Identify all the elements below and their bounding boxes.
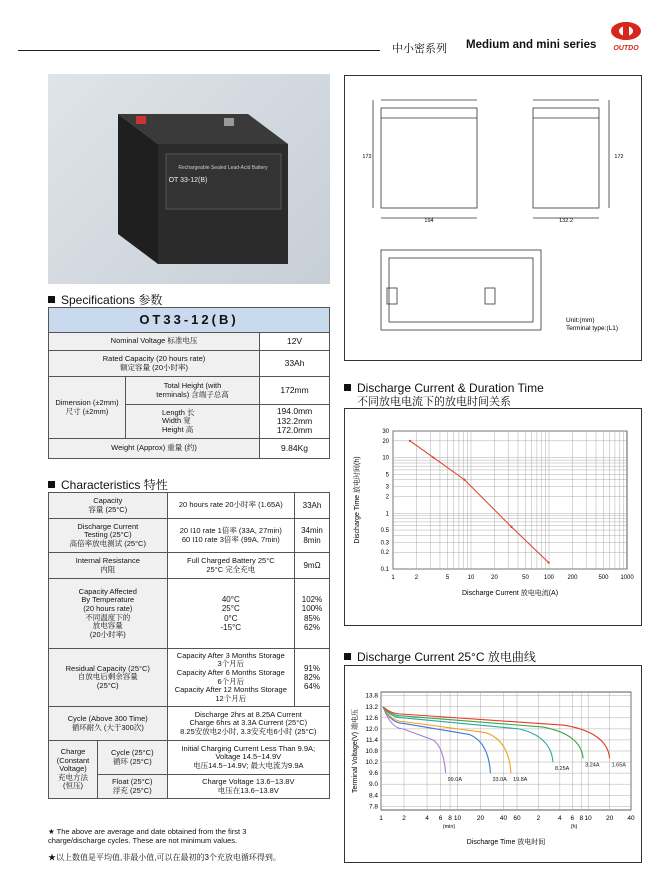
- chart1-title: Discharge Current & Duration Time: [344, 381, 544, 395]
- dim-height-front: 172: [362, 154, 372, 160]
- curve-label: 19.8A: [512, 777, 528, 784]
- x-tick-label: 20: [476, 815, 485, 822]
- y-tick-label: 0.5: [380, 528, 389, 535]
- x-tick-label: 6: [570, 815, 575, 822]
- footnote-cn: ★以上数值是平均值,非最小值,可以在最初的3个充放电循环得到。: [48, 853, 281, 862]
- x-axis-label: Discharge Time 放电时间: [466, 839, 546, 846]
- discharge-time-line: [410, 441, 549, 563]
- x-tick-label: 2: [414, 575, 419, 581]
- x-unit-h: (h): [570, 824, 578, 830]
- chart1-panel: [344, 408, 642, 626]
- x-tick-label: 40: [627, 815, 635, 822]
- discharge-time-chart: [345, 409, 641, 625]
- x-tick-label: 4: [425, 815, 429, 822]
- y-tick-label: 10: [382, 455, 389, 462]
- y-tick-label: 11.4: [365, 736, 378, 744]
- x-axis-label: Discharge Current 放电电流(A): [461, 590, 559, 597]
- footnote-en: ★ The above are average and date obtained from the first 3 charge/discharge cycles. These are not minimum values.: [48, 827, 247, 845]
- x-tick-label: 20: [605, 815, 614, 822]
- y-tick-label: 2: [385, 494, 389, 501]
- discharge-time-point: [409, 440, 411, 442]
- discharge-time-point: [510, 526, 512, 528]
- x-tick-label: 2: [402, 815, 406, 822]
- y-tick-label: 20: [382, 438, 389, 445]
- dimension-drawing: [344, 75, 642, 361]
- y-tick-label: 1: [385, 511, 389, 518]
- discharge-time-point: [432, 456, 434, 458]
- spec-title: Specifications 参数: [48, 291, 162, 308]
- dim-width: 194: [424, 218, 434, 224]
- nominal-voltage: 12V: [260, 333, 330, 351]
- terminal-label: Terminal type:(L1): [566, 325, 619, 332]
- x-tick-label: 10: [453, 815, 462, 822]
- x-tick-label: 10: [584, 815, 592, 822]
- x-tick-label: 6: [438, 815, 443, 822]
- plot-area: [393, 431, 627, 569]
- x-tick-label: 20: [491, 575, 498, 581]
- spec-table: OT33-12(B) Nominal Voltage 标准电压 12V Rated Capacity (20 hours rate) 额定容量 (20小时率) 33Ah Dimension (±2mm) 尺寸 (±2mm) Total Height (with terminals) 含端子总高 172mm Length 长 Width 宽 Height 高 194.0mm 132.2mm 172.0mm Weight (Approx) 重量 (约) 9.84Kg: [48, 307, 330, 459]
- curve-label: 8.25A: [554, 766, 570, 773]
- y-tick-label: 12.0: [365, 725, 378, 733]
- discharge-curve-chart: [345, 666, 641, 862]
- y-tick-label: 10.8: [365, 748, 378, 755]
- unit-label: Unit:(mm): [566, 317, 595, 324]
- discharge-curve: [383, 707, 610, 759]
- chart2-panel: [344, 665, 642, 863]
- battery-photo: [48, 74, 330, 284]
- x-tick-label: 100: [543, 575, 555, 581]
- x-tick-label: 2: [536, 815, 541, 822]
- y-tick-label: 0.3: [380, 540, 389, 547]
- x-tick-label: 200: [567, 575, 578, 581]
- x-tick-label: 4: [558, 815, 562, 822]
- chart2-title: Discharge Current 25°C 放电曲线: [344, 648, 536, 665]
- weight: 9.84Kg: [260, 439, 330, 459]
- brand-name: OUTDO: [613, 45, 639, 52]
- y-tick-label: 9.6: [368, 770, 378, 778]
- x-unit-min: (min): [442, 824, 456, 830]
- y-tick-label: 7.8: [368, 803, 378, 811]
- curve-label: 99.0A: [447, 777, 463, 784]
- x-tick-label: 8: [579, 815, 584, 822]
- curve-label: 3.24A: [585, 762, 600, 769]
- y-tick-label: 13.8: [365, 692, 378, 700]
- y-tick-label: 10.2: [365, 759, 378, 767]
- dim-depth: 132.2: [559, 218, 573, 224]
- x-tick-label: 1: [391, 575, 395, 581]
- dim-height-side: 172: [614, 154, 624, 160]
- y-tick-label: 0.2: [380, 550, 389, 557]
- y-tick-label: 0.1: [380, 567, 389, 573]
- x-tick-label: 1000: [620, 575, 634, 581]
- brand-logo: [604, 20, 648, 52]
- chart1-title-cn: 不同放电电流下的放电时间关系: [357, 396, 511, 408]
- photo-model: OT 33-12(B): [168, 177, 208, 184]
- y-axis-label: Terminal Voltage(V) 端电压: [352, 708, 359, 794]
- x-tick-label: 1: [379, 815, 383, 822]
- char-title: Characteristics 特性: [48, 476, 168, 493]
- discharge-time-point: [463, 479, 465, 481]
- rated-capacity: 33Ah: [260, 351, 330, 377]
- total-height: 172mm: [260, 377, 330, 405]
- x-tick-label: 60: [513, 815, 521, 822]
- y-tick-label: 9.0: [368, 781, 378, 789]
- x-tick-label: 50: [522, 575, 529, 581]
- y-tick-label: 13.2: [365, 703, 378, 711]
- x-tick-label: 10: [467, 575, 475, 581]
- y-tick-label: 30: [382, 429, 389, 435]
- y-tick-label: 5: [385, 472, 389, 479]
- series-en: Medium and mini series: [466, 39, 597, 51]
- curve-label: 1.65A: [611, 762, 626, 769]
- y-tick-label: 12.6: [365, 714, 378, 722]
- x-tick-label: 8: [448, 815, 452, 822]
- y-axis-label: Discharge Time 放电时间(h): [354, 456, 361, 544]
- x-tick-label: 500: [598, 575, 609, 581]
- y-tick-label: 8.4: [368, 792, 378, 800]
- x-tick-label: 40: [499, 815, 508, 822]
- discharge-time-point: [548, 562, 550, 564]
- header-rule: [18, 50, 380, 51]
- photo-label: Rechargeable Sealed Lead-Acid Battery: [178, 165, 268, 171]
- y-tick-label: 3: [385, 484, 389, 491]
- char-table: Capacity 容量 (25°C) 20 hours rate 20小时率 (1.65A) 33Ah Discharge Current Testing (25°C) 高倍率放电测试 (25°C) 20 I10 rate 1倍率 (33A, 27min) 60 I10 rate 3倍率 (99A, 7min) 34min 8min Internal Resistance 内阻 Full Charged Battery 25°C 25°C 完全充电 9mΩ Capacity Affected By Temperature (20 hours rate) 不同温度下的 放电容量 (20小时率) 40°C 25°C 0°C -15°C 102% 100% 85% 62% Residual Capacity (25°C) 自放电后剩余容量 (25°C) Capacity After 3 Months Storage 3个月后 Capacity After 6 Months Storage 6个月后 Capacity After 12 Months Storage 12个月后 91% 82% 64% Cycle (Above 300 Time) 循环耐久 (大于300次) Discharge 2hrs at 8.25A Current Charge 6hrs at 3.3A Current (25°C) 8.25安放电2小时, 3.3安充电6小时 (25°C) Charge (Constant Voltage) 充电方法 (恒压) Cycle (25°C) 循环 (25°C) Initial Charging Current Less Than 9.9A; Voltage 14.5~14.9V 电压14.5~14.9V; 最大电流为9.9A Float (25°C) 浮充 (25°C) Charge Voltage 13.6~13.8V 电压在13.6~13.8V: [48, 492, 330, 799]
- series-cn: 中小密系列: [392, 43, 447, 55]
- x-tick-label: 5: [445, 575, 450, 581]
- model-name: OT33-12(B): [49, 308, 330, 333]
- curve-label: 33.0A: [492, 777, 507, 784]
